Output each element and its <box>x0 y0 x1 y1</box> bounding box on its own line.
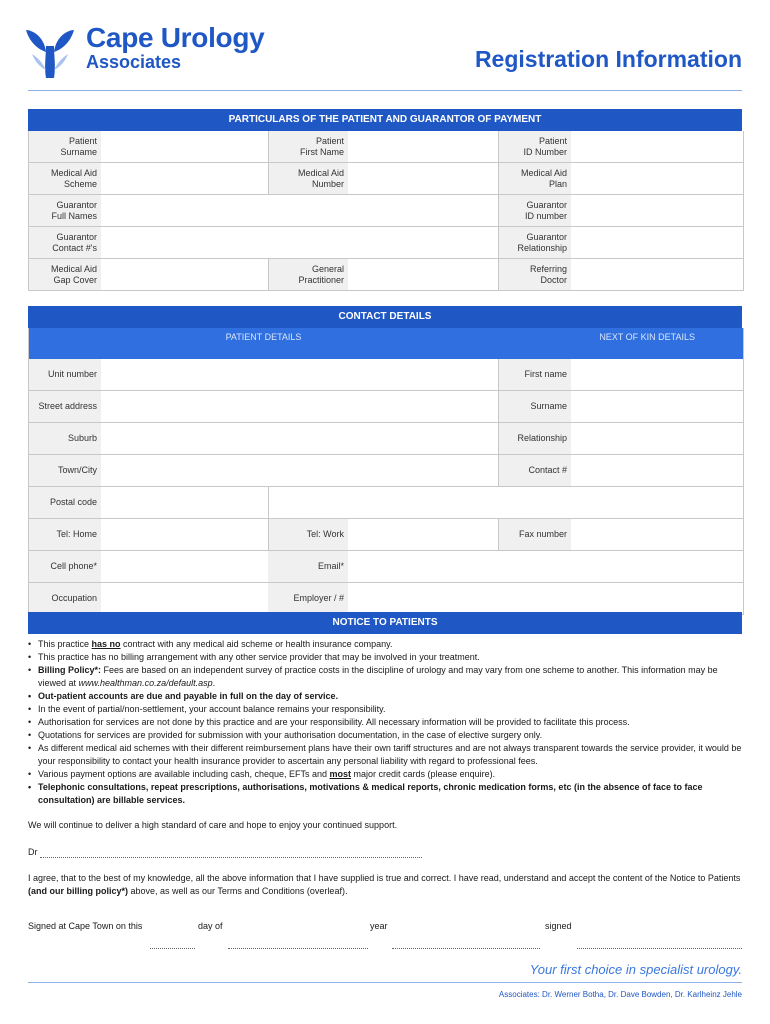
general-practitioner-label: General Practitioner <box>268 259 348 290</box>
form-row <box>29 455 743 487</box>
tel-home-field[interactable] <box>101 519 268 550</box>
unit-number-field[interactable] <box>101 359 498 390</box>
day-of-label: day of <box>198 921 223 931</box>
year-field[interactable] <box>392 947 540 949</box>
form-row <box>29 195 743 227</box>
guarantor-relationship-label: Guarantor Relationship <box>498 227 571 258</box>
street-address-label: Street address <box>29 391 101 422</box>
postal-code-label: Postal code <box>29 487 101 518</box>
employer-label: Employer / # <box>268 583 348 614</box>
medical-aid-scheme-label: Medical Aid Scheme <box>29 163 101 194</box>
list-item: • Quotations for services are provided for submission with your authorisation documentation, in the case of elective surgery only. <box>28 729 744 742</box>
unit-number-label: Unit number <box>29 359 101 390</box>
notice-list <box>28 638 744 807</box>
patient-first-name-label: Patient First Name <box>268 131 348 162</box>
header-divider <box>28 90 742 91</box>
suburb-field[interactable] <box>101 423 498 454</box>
guarantor-relationship-field[interactable] <box>571 227 743 258</box>
list-item: • Various payment options are available including cash, cheque, EFTs and most major credit cards (please enquire). <box>28 768 744 781</box>
kin-surname-label: Surname <box>498 391 571 422</box>
town-city-field[interactable] <box>101 455 498 486</box>
particulars-section-title: PARTICULARS OF THE PATIENT AND GUARANTOR OF PAYMENT <box>28 109 742 131</box>
form-row <box>29 487 743 519</box>
suburb-label: Suburb <box>29 423 101 454</box>
kin-first-name-field[interactable] <box>571 359 743 390</box>
list-item: • Out-patient accounts are due and payable in full on the day of service. <box>28 690 744 703</box>
kin-contact-label: Contact # <box>498 455 571 486</box>
form-row <box>29 163 743 195</box>
contact-form <box>28 328 744 615</box>
email-field[interactable] <box>348 551 743 582</box>
medical-aid-number-field[interactable] <box>348 163 498 194</box>
month-field[interactable] <box>228 947 368 949</box>
medical-aid-number-label: Medical Aid Number <box>268 163 348 194</box>
town-city-label: Town/City <box>29 455 101 486</box>
patient-id-label: Patient ID Number <box>498 131 571 162</box>
signed-label: signed <box>545 921 572 931</box>
occupation-label: Occupation <box>29 583 101 614</box>
guarantor-full-names-label: Guarantor Full Names <box>29 195 101 226</box>
list-item: • This practice has no contract with any medical aid scheme or health insurance company. <box>28 638 744 651</box>
email-label: Email* <box>268 551 348 582</box>
patient-details-header: PATIENT DETAILS <box>225 332 302 342</box>
list-item: • In the event of partial/non-settlement, your account balance remains your responsibility. <box>28 703 744 716</box>
list-item: • Telephonic consultations, repeat prescriptions, authorisations, motivations & medical reports, chronic medication forms, etc (in the absence of face to face consultation) are billable services. <box>28 781 744 807</box>
signature-field[interactable] <box>577 947 742 949</box>
form-row <box>29 519 743 551</box>
cell-phone-field[interactable] <box>101 551 268 582</box>
page-title: Registration Information <box>474 46 742 72</box>
dr-name-field[interactable] <box>40 856 422 858</box>
form-row <box>29 131 743 163</box>
kin-contact-field[interactable] <box>571 455 743 486</box>
urology-logo-icon <box>22 24 78 80</box>
notice-section-title: NOTICE TO PATIENTS <box>28 612 742 634</box>
referring-doctor-field[interactable] <box>571 259 743 290</box>
brand-subname: Associates <box>86 52 182 72</box>
form-row <box>29 259 743 291</box>
dr-label: Dr <box>28 847 38 857</box>
kin-relationship-label: Relationship <box>498 423 571 454</box>
guarantor-contact-label: Guarantor Contact #'s <box>29 227 101 258</box>
footer-divider <box>28 982 742 983</box>
guarantor-full-names-field[interactable] <box>101 195 498 226</box>
gap-cover-field[interactable] <box>101 259 268 290</box>
postal-code-field[interactable] <box>101 487 268 518</box>
cell-phone-label: Cell phone* <box>29 551 101 582</box>
particulars-form <box>28 131 744 291</box>
list-item: • Billing Policy*: Fees are based on an independent survey of practice costs in the discipline of urology and may vary from one scheme to another. This information may be viewed at www.healthman.co.za/default.asp. <box>28 664 744 690</box>
form-row <box>29 423 743 455</box>
signed-at-label: Signed at Cape Town on this <box>28 921 143 931</box>
form-row <box>29 551 743 583</box>
postal-code-extra-field[interactable] <box>268 487 743 518</box>
tel-home-label: Tel: Home <box>29 519 101 550</box>
form-row <box>29 583 743 615</box>
medical-aid-plan-label: Medical Aid Plan <box>498 163 571 194</box>
year-label: year <box>370 921 388 931</box>
street-address-field[interactable] <box>101 391 498 422</box>
kin-surname-field[interactable] <box>571 391 743 422</box>
associates-list: Associates: Dr. Werner Botha, Dr. Dave Bowden, Dr. Karlheinz Jehle <box>498 990 742 999</box>
referring-doctor-label: Referring Doctor <box>498 259 571 290</box>
employer-field[interactable] <box>348 583 743 614</box>
form-row <box>29 391 743 423</box>
form-row <box>29 359 743 391</box>
list-item: • Authorisation for services are not done by this practice and are your responsibility. All necessary information will be provided to facilitate this process. <box>28 716 744 729</box>
day-field[interactable] <box>150 947 195 949</box>
form-row <box>29 227 743 259</box>
continue-statement: We will continue to deliver a high standard of care and hope to enjoy your continued support. <box>28 820 398 830</box>
contact-section-title: CONTACT DETAILS <box>28 306 742 328</box>
gap-cover-label: Medical Aid Gap Cover <box>29 259 101 290</box>
guarantor-contact-field[interactable] <box>101 227 498 258</box>
agreement-statement: I agree, that to the best of my knowledge, all the above information that I have supplied is true and correct. I have read, understand and accept the content of the Notice to Patients (and our billing policy*) above, as well as our Terms and Conditions (overleaf). <box>28 873 741 896</box>
tel-work-field[interactable] <box>348 519 498 550</box>
tagline: Your first choice in specialist urology. <box>529 962 742 977</box>
patient-surname-label: Patient Surname <box>29 131 101 162</box>
fax-number-label: Fax number <box>498 519 571 550</box>
contact-subheader <box>29 328 743 359</box>
brand-name: Cape Urology <box>86 22 265 53</box>
guarantor-id-label: Guarantor ID number <box>498 195 571 226</box>
occupation-field[interactable] <box>101 583 268 614</box>
next-of-kin-header: NEXT OF KIN DETAILS <box>599 332 695 342</box>
tel-work-label: Tel: Work <box>268 519 348 550</box>
billing-link[interactable]: www.healthman.co.za/default.asp <box>78 678 213 688</box>
patient-first-name-field[interactable] <box>348 131 498 162</box>
general-practitioner-field[interactable] <box>348 259 498 290</box>
fax-number-field[interactable] <box>571 519 743 550</box>
kin-first-name-label: First name <box>498 359 571 390</box>
patient-id-field[interactable] <box>571 131 743 162</box>
list-item: • This practice has no billing arrangement with any other service provider that may be involved in your treatment. <box>28 651 744 664</box>
medical-aid-scheme-field[interactable] <box>101 163 268 194</box>
list-item: • As different medical aid schemes with their different reimbursement plans have their own tariff structures and are not always transparent towards the service provider, it would be your responsibility to contact your health insurance provider to ascertain any personal liability with regard to professional fees. <box>28 742 744 768</box>
medical-aid-plan-field[interactable] <box>571 163 743 194</box>
guarantor-id-field[interactable] <box>571 195 743 226</box>
kin-relationship-field[interactable] <box>571 423 743 454</box>
patient-surname-field[interactable] <box>101 131 268 162</box>
